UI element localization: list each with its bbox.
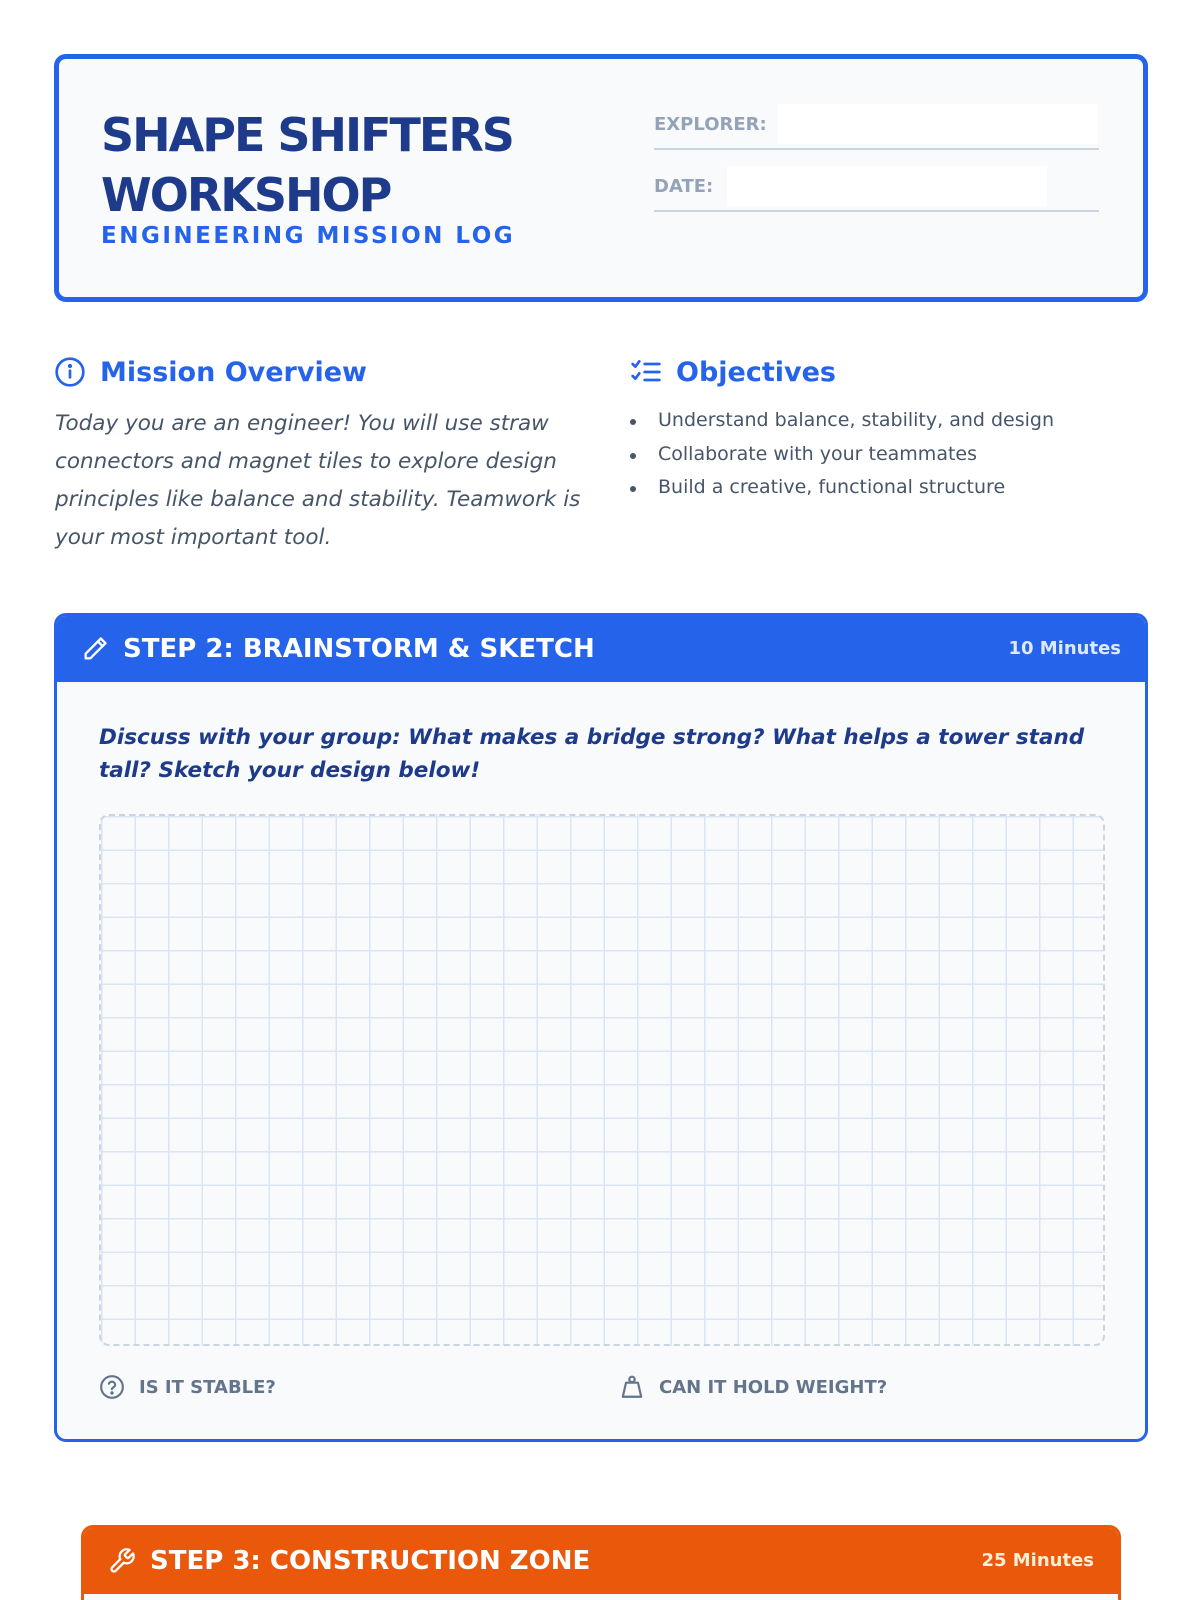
step-3-title: STEP 3: CONSTRUCTION ZONE [150, 1546, 591, 1576]
step-3-time: 25 Minutes [981, 1550, 1094, 1571]
title-line-1: SHAPE SHIFTERS [101, 108, 513, 162]
objective-item: Collaborate with your teammates [628, 438, 1054, 472]
objectives-heading [630, 356, 836, 388]
step-3-header [84, 1528, 1118, 1594]
explorer-label: EXPLORER: [654, 114, 767, 135]
header-card [54, 54, 1148, 302]
date-label: DATE: [654, 176, 714, 197]
step-3-card [81, 1525, 1121, 1600]
stability-check-label: IS IT STABLE? [139, 1376, 276, 1398]
info-circle-icon [54, 356, 86, 388]
sketch-grid[interactable] [99, 814, 1105, 1346]
explorer-field [654, 102, 1099, 150]
wrench-icon [108, 1547, 136, 1575]
weight-check-label: CAN IT HOLD WEIGHT? [659, 1376, 888, 1398]
worksheet-subtitle: ENGINEERING MISSION LOG [101, 223, 516, 249]
mission-overview-title: Mission Overview [100, 356, 367, 388]
checklist-icon [630, 356, 662, 388]
stability-check [99, 1374, 276, 1400]
title-line-2: WORKSHOP [101, 168, 391, 222]
date-input[interactable] [727, 166, 1047, 206]
weight-icon [619, 1374, 645, 1400]
question-circle-icon [99, 1374, 125, 1400]
step-2-prompt: Discuss with your group: What makes a bridge strong? What helps a tower stand tall? Sketch your design below! [99, 725, 1085, 783]
objectives-title: Objectives [676, 356, 836, 388]
weight-check [619, 1374, 887, 1400]
mission-overview-heading [54, 356, 367, 388]
pencil-icon [81, 635, 109, 663]
step-2-time: 10 Minutes [1008, 638, 1121, 659]
objectives-list [628, 404, 1054, 505]
objective-item: Understand balance, stability, and design [628, 404, 1054, 438]
worksheet-title [101, 105, 513, 225]
step-2-header [57, 616, 1145, 682]
explorer-input[interactable] [778, 104, 1098, 144]
mission-overview-text: Today you are an engineer! You will use straw connectors and magnet tiles to explore design principles like balance and stability. Teamwork is your most important tool. [55, 411, 581, 550]
step-2-card [54, 613, 1148, 1442]
objective-item: Build a creative, functional structure [628, 471, 1054, 505]
step-2-title: STEP 2: BRAINSTORM & SKETCH [123, 634, 595, 664]
date-field [654, 164, 1099, 212]
